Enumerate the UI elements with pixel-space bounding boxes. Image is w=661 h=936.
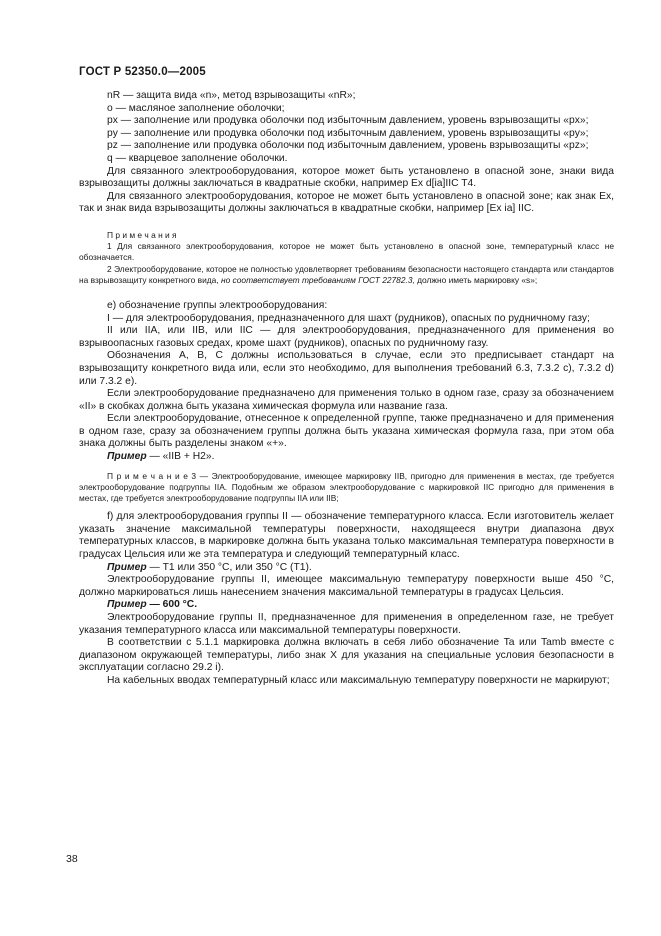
group-i: I — для электрооборудования, предназначенного для шахт (рудников), опасных по рудничному газу;	[107, 312, 590, 324]
item-f: f) для электрооборудования группы II — обозначение температурного класса. Если изготовитель желает указать значение максимальной температуры поверхности, находящееся внутри диапазона двух температурных классов, в маркировке должна быть указана только максимальная температура поверхности в градусах Цельсия или же эта температура и следующий температурный класс.	[79, 511, 614, 561]
para-abc: Обозначения A, B, C должны использоваться в случае, если это предписывает стандарт на взрывозащиту конкретного вида или, если это необходимо, для выполнения требований 6.3, 7.3.2 с), 7.3.2 d) или 7.3.2 е).	[79, 350, 614, 387]
example-3-text: — 600 °C.	[146, 599, 198, 611]
line-q: q — кварцевое заполнение оболочки.	[107, 152, 288, 164]
para-group-gas: Если электрооборудование, отнесенное к определенной группе, также предназначено и для применения в одном газе, сразу за обозначением группы должна быть указана химическая формула газа, при этом оба знака должны быть разделены знаком «+».	[79, 413, 614, 450]
para-cable-entries: На кабельных вводах температурный класс или максимальную температуру поверхности не маркируют;	[107, 675, 610, 686]
note-2	[79, 264, 614, 286]
example-1-text: — «IIB + H2».	[146, 451, 215, 463]
line-o: o — масляное заполнение оболочки;	[107, 102, 285, 114]
group-ii: II или IIA, или IIB, или IIC — для электрооборудования, предназначенного для применения во взрывоопасных газовых средах, кроме шахт (рудников), опасных по рудничному газу.	[79, 325, 614, 349]
example-3	[79, 599, 614, 612]
para-associated-nonhazardous: Для связанного электрооборудования, которое не может быть установлено в опасной зоне; как знак Ex, так и знак вида взрывозащиты должны заключаться в квадратные скобки, например [Ex ia] IIC.	[79, 190, 614, 215]
example-1-label: Пример	[107, 451, 147, 463]
note-3: П р и м е ч а н и е 3 — Электрооборудование, имеющее маркировку IIB, пригодно для применения в местах, где требуется электрооборудование подгруппы IIA. Подобным же образом электрооборудование с маркировкой IIC пригодно для применения в местах, где требуется электрооборудование подгруппы IIA или IIB;	[79, 470, 614, 504]
page-content	[79, 90, 614, 688]
note-2-text: 2 Электрооборудование, которое не полностью удовлетворяет требованиям безопасности настоящего стандарта или стандартов на взрывозащиту конкретного вида,	[79, 263, 614, 285]
line-py: py — заполнение или продувка оболочки под избыточным давлением, уровень взрывозащиты «py»;	[107, 127, 589, 139]
example-1	[79, 451, 614, 464]
line-nr: nR — защита вида «n», метод взрывозащиты «nR»;	[107, 90, 356, 101]
para-specific-gas: Электрооборудование группы II, предназначенное для применения в определенном газе, не требует указания температурного класса или максимальной температуры поверхности.	[79, 612, 614, 636]
line-pz: pz — заполнение или продувка оболочки под избыточным давлением, уровень взрывозащиты «pz»;	[107, 140, 589, 152]
notes-heading: П р и м е ч а н и я	[107, 229, 177, 240]
example-2-text: — T1 или 350 °C, или 350 °C (T1).	[146, 561, 312, 573]
para-450: Электрооборудование группы II, имеющее максимальную температуру поверхности выше 450 °C, должно маркироваться лишь нанесением значения максимальной температуры в градусах Цельсия.	[79, 574, 614, 598]
example-2	[79, 562, 614, 575]
para-5-1-1: В соответствии с 5.1.1 маркировка должна включать в себя либо обозначение Ta или Tamb вместе с диапазоном окружающей температуры, либо знак X для указания на специальные условия безопасности в эксплуатации согласно 29.2 i).	[79, 637, 614, 674]
note-1: 1 Для связанного электрооборудования, которое не может быть установлено в опасной зоне, температурный класс не обозначается.	[79, 241, 614, 263]
page-number: 38	[66, 853, 78, 865]
example-3-label: Пример	[107, 599, 147, 611]
example-2-label: Пример	[107, 561, 147, 573]
document-header: ГОСТ Р 52350.0—2005	[79, 66, 206, 78]
note-2-italic: но соответствует требованиям ГОСТ 22782.3,	[220, 274, 415, 285]
item-e: е) обозначение группы электрооборудования:	[107, 299, 328, 311]
note-2-end: должно иметь маркировку «s»;	[417, 274, 538, 285]
para-associated-hazardous: Для связанного электрооборудования, которое может быть установлено в опасной зоне, знаки вида взрывозащиты должны заключаться в квадратные скобки, например Ex d[ia]IIC T4.	[79, 165, 614, 190]
para-single-gas: Если электрооборудование предназначено для применения только в одном газе, сразу за обозначением «II» в скобках должна быть указана химическая формула или название газа.	[79, 388, 614, 412]
line-px: px — заполнение или продувка оболочки под избыточным давлением, уровень взрывозащиты «px»;	[107, 115, 589, 127]
